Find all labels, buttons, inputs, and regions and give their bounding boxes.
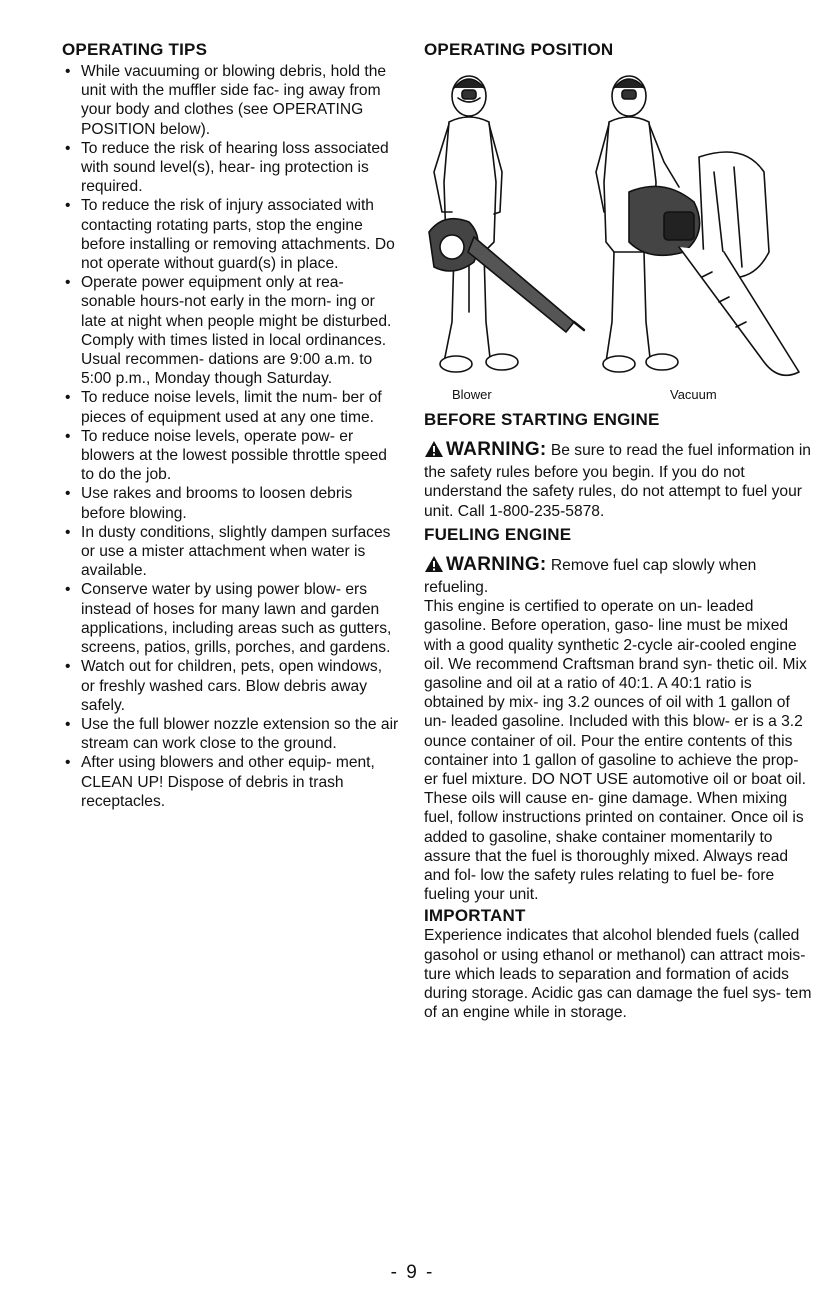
list-item: • Use rakes and brooms to loosen debris before blowing. — [62, 484, 400, 522]
list-item: • Conserve water by using power blow- ers instead of hoses for many lawn and garden applications, including areas such as gutters, screens, patios, grills, porches, and gardens. — [62, 580, 400, 657]
list-item: • Watch out for children, pets, open windows, or freshly washed cars. Blow debris away safely. — [62, 657, 400, 715]
before-starting-warning — [424, 440, 814, 521]
right-column — [424, 40, 814, 1022]
list-item: • After using blowers and other equip- ment, CLEAN UP! Dispose of debris in trash receptacles. — [62, 753, 400, 811]
warning-text: Remove fuel cap slowly when refueling. — [424, 556, 757, 597]
operating-position-illustration — [424, 62, 814, 402]
list-item: • To reduce noise levels, operate pow- er blowers at the lowest possible throttle speed to do the job. — [62, 427, 400, 485]
before-starting-heading: BEFORE STARTING ENGINE — [424, 410, 660, 429]
important-heading: IMPORTANT — [424, 906, 526, 926]
left-column — [62, 40, 400, 811]
fueling-warning — [424, 555, 814, 597]
warning-triangle-icon — [424, 440, 444, 463]
operating-position-heading: OPERATING POSITION — [424, 40, 614, 59]
caption-vacuum: Vacuum — [670, 387, 717, 402]
operating-tips-heading: OPERATING TIPS — [62, 40, 208, 59]
list-item: • Use the full blower nozzle extension so the air stream can work close to the ground. — [62, 715, 400, 753]
fueling-body: This engine is certified to operate on un- leaded gasoline. Before operation, gaso- line must be mixed with a good quality synthetic 2-cycle air-cooled engine oil. We recommend Craftsman brand syn- thetic oil. Mix gasoline and oil at a ratio of 40:1. A 40:1 ratio is obtained by mix- ing 3.2 ounces of oil with 1 gallon of un- leaded gasoline. Included with this blow- er is a 3.2 ounce container of oil. Pour the entire contents of this container into 1 gallon of gasoline to achieve the prop- er fuel mixture. DO NOT USE automotive oil or boat oil. These oils will cause en- gine damage. When mixing fuel, follow instructions printed on container. Once oil is added to gasoline, shake container momentarily to assure that the fuel is thoroughly mixed. Always read and fol- low the safety rules relating to fuel be- fore fueling your unit. — [424, 598, 807, 904]
list-item: • To reduce noise levels, limit the num- ber of pieces of equipment used at any one time. — [62, 388, 400, 426]
important-body: Experience indicates that alcohol blended fuels (called gasohol or using ethanol or methanol) can attract mois- ture which leads to separation and formation of acids during storage. Acidic gas can damage the fuel sys- tem of an engine while in storage. — [424, 927, 812, 1022]
vacuum-operator-figure — [596, 76, 799, 375]
blower-operator-figure — [429, 76, 584, 372]
list-item: • In dusty conditions, slightly dampen surfaces or use a mister attachment when water is available. — [62, 523, 400, 581]
fueling-engine-heading: FUELING ENGINE — [424, 524, 572, 544]
caption-blower: Blower — [452, 387, 492, 402]
list-item: • To reduce the risk of injury associated with contacting rotating parts, stop the engine before installing or removing attachments. Do not operate without guard(s) in place. — [62, 196, 400, 273]
list-item: • While vacuuming or blowing debris, hold the unit with the muffler side fac- ing away from your body and clothes (see OPERATING POSITION below). — [62, 62, 400, 139]
warning-label: WARNING: — [446, 439, 547, 460]
list-item: • Operate power equipment only at rea- sonable hours-not early in the morn- ing or late at night when people might be disturbed. Comply with times listed in local ordinances. Usual recommen- dations are 9:00 a.m. to 5:00 p.m., Monday though Saturday. — [62, 273, 400, 388]
operating-tips-list — [62, 62, 400, 811]
warning-label: WARNING: — [446, 553, 547, 575]
operator-figures-drawing — [424, 62, 814, 398]
page-number: - 9 - — [390, 1262, 435, 1283]
warning-text: Be sure to read the fuel information in the safety rules before you begin. If you do not understand the safety rules, do not attempt to fuel your unit. Call 1-800-235-5878. — [424, 442, 811, 520]
warning-triangle-icon — [424, 555, 444, 578]
list-item: • To reduce the risk of hearing loss associated with sound level(s), hear- ing protection is required. — [62, 139, 400, 197]
